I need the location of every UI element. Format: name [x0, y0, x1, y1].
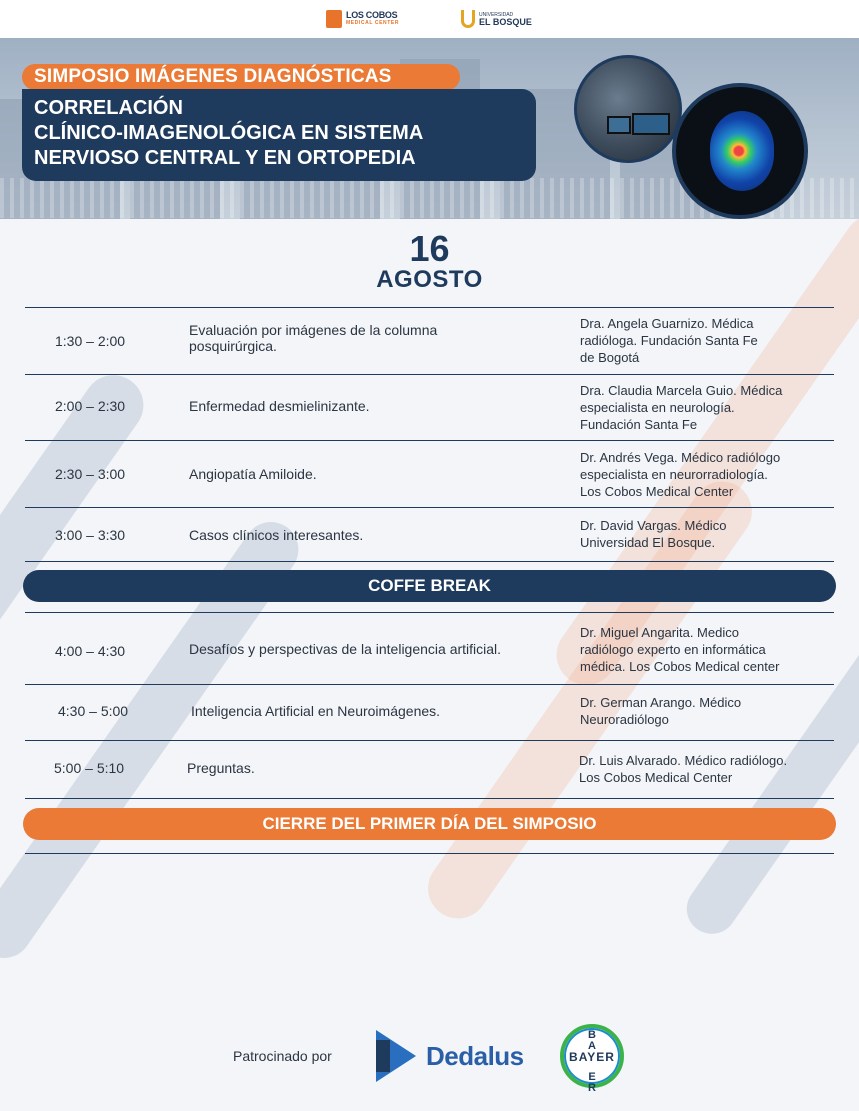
session-speaker — [580, 517, 834, 551]
row-divider — [25, 798, 834, 799]
speaker-line: Universidad El Bosque. — [580, 535, 716, 550]
logo-bar — [0, 0, 859, 38]
schedule-row — [25, 374, 834, 440]
speaker-line: Dra. Claudia Marcela Guio. Médica — [580, 383, 783, 398]
session-speaker — [580, 315, 834, 366]
row-divider — [25, 853, 834, 854]
bayer-logo — [560, 1024, 624, 1094]
schedule-row — [25, 684, 834, 740]
radiology-room-photo — [574, 55, 682, 163]
bayer-logo-cross-letters: B A E R — [588, 1029, 596, 1094]
schedule-row — [25, 612, 834, 684]
bayer-logo-text: BAYER — [569, 1050, 615, 1064]
speaker-line: Dr. Luis Alvarado. Médico radiólogo. — [579, 753, 788, 768]
session-topic-line: Evaluación por imágenes de la columna — [189, 322, 438, 338]
session-time: 5:00 – 5:10 — [54, 760, 125, 776]
speaker-line: Los Cobos Medical Center — [579, 770, 733, 785]
schedule-row — [25, 740, 834, 798]
schedule-row — [25, 307, 834, 374]
speaker-line: Dra. Angela Guarnizo. Médica — [580, 316, 754, 331]
speaker-line: médica. Los Cobos Medical center — [580, 659, 780, 674]
dedalus-logo-text: Dedalus — [426, 1040, 524, 1071]
title-line: NERVIOSO CENTRAL Y EN ORTOPEDIA — [34, 147, 416, 169]
coffee-break-banner: COFFE BREAK — [23, 570, 836, 602]
los-cobos-logo — [326, 10, 399, 28]
sponsor-label: Patrocinado por — [233, 1048, 332, 1064]
session-speaker — [580, 382, 834, 433]
session-topic-line: Desafíos y perspectivas de la inteligencia artificial. — [189, 641, 502, 657]
schedule-row — [25, 507, 834, 561]
session-topic-line: Casos clínicos interesantes. — [189, 527, 364, 543]
session-time: 2:00 – 2:30 — [55, 398, 126, 414]
speaker-line: Dr. David Vargas. Médico — [580, 518, 727, 533]
dedalus-logo — [376, 1030, 524, 1082]
session-topic — [189, 398, 370, 414]
el-bosque-logo-top: UNIVERSIDAD — [479, 12, 514, 18]
session-speaker — [579, 752, 833, 786]
session-time: 3:00 – 3:30 — [55, 527, 126, 543]
speaker-line: Neuroradiólogo — [580, 712, 669, 727]
session-topic-line: Preguntas. — [187, 760, 255, 776]
el-bosque-logo-icon — [461, 10, 475, 28]
symposium-subtitle: SIMPOSIO IMÁGENES DIAGNÓSTICAS — [22, 64, 460, 90]
session-time: 1:30 – 2:00 — [55, 333, 126, 349]
title-line: CLÍNICO-IMAGENOLÓGICA EN SISTEMA — [34, 122, 424, 144]
date-day: 16 — [409, 228, 450, 269]
los-cobos-logo-subtext: MEDICAL CENTER — [346, 20, 400, 26]
session-topic — [189, 641, 501, 657]
session-speaker — [580, 624, 834, 675]
session-topic-line: Inteligencia Artificial en Neuroimágenes. — [191, 703, 441, 719]
speaker-line: radióloga. Fundación Santa Fe — [580, 333, 758, 348]
session-topic-line: Enfermedad desmielinizante. — [189, 398, 370, 414]
session-topic — [189, 466, 317, 482]
speaker-line: Los Cobos Medical Center — [580, 484, 734, 499]
session-time: 4:30 – 5:00 — [58, 703, 129, 719]
session-topic — [189, 527, 363, 543]
los-cobos-logo-icon — [326, 10, 342, 28]
session-topic-line: Angiopatía Amiloide. — [189, 466, 317, 482]
el-bosque-logo — [461, 10, 532, 28]
speaker-line: Dr. Andrés Vega. Médico radiólogo — [580, 450, 781, 465]
dedalus-logo-icon — [376, 1030, 420, 1082]
los-cobos-logo-text: LOS COBOS — [346, 10, 398, 20]
speaker-line: de Bogotá — [580, 350, 640, 365]
speaker-line: radiólogo experto en informática — [580, 642, 766, 657]
page-title — [22, 89, 536, 181]
el-bosque-logo-text: EL BOSQUE — [479, 17, 532, 27]
speaker-line: Fundación Santa Fe — [580, 417, 698, 432]
session-topic — [189, 322, 437, 354]
session-time: 2:30 – 3:00 — [55, 466, 126, 482]
date-month: AGOSTO — [376, 266, 483, 293]
speaker-line: especialista en neurología. — [580, 400, 735, 415]
session-speaker — [580, 449, 834, 500]
session-topic — [191, 703, 440, 719]
session-speaker — [580, 694, 834, 728]
row-divider — [25, 561, 834, 562]
closing-banner: CIERRE DEL PRIMER DÍA DEL SIMPOSIO — [23, 808, 836, 840]
brain-scan-photo — [672, 83, 808, 219]
speaker-line: especialista en neurorradiología. — [580, 467, 768, 482]
session-topic — [187, 760, 255, 776]
speaker-line: Dr. German Arango. Médico — [580, 695, 742, 710]
speaker-line: Dr. Miguel Angarita. Medico — [580, 625, 739, 640]
schedule-row — [25, 440, 834, 507]
session-topic-line: posquirúrgica. — [189, 338, 277, 354]
title-line: CORRELACIÓN — [34, 97, 183, 119]
session-time: 4:00 – 4:30 — [55, 643, 126, 659]
